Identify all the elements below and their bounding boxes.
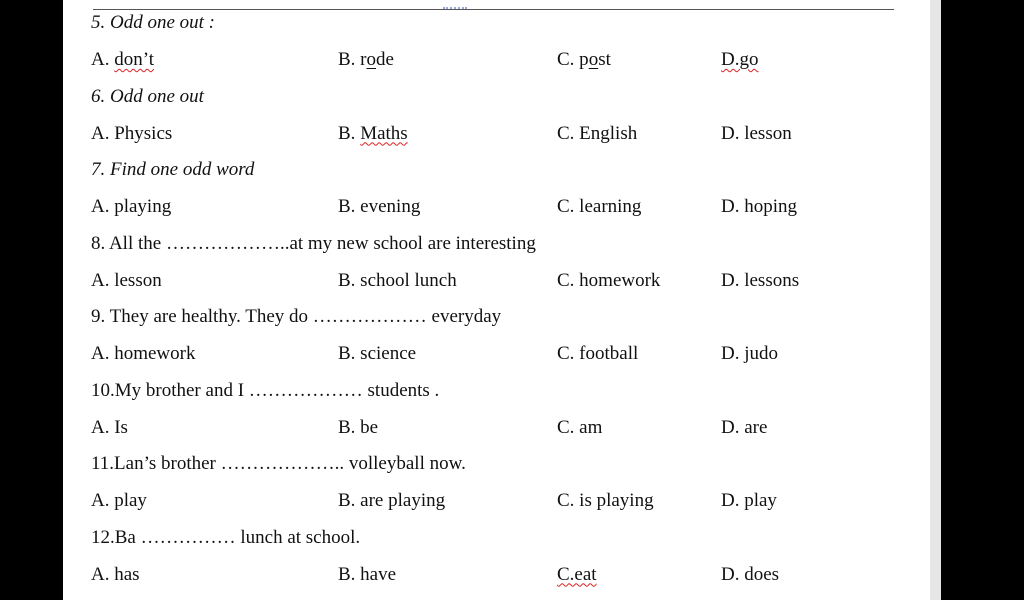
question-text: 10.My brother and I ……………… students . xyxy=(91,379,440,401)
question-line xyxy=(91,306,930,330)
question-text: 7. Find one odd word xyxy=(91,159,255,180)
answer-option: B. are playing xyxy=(338,490,446,511)
document-page xyxy=(63,0,930,600)
question-text: 9. They are healthy. They do ……………… everyday xyxy=(91,306,502,327)
options-row xyxy=(91,343,930,367)
answer-option: B. science xyxy=(338,343,417,364)
answer-option: C. is playing xyxy=(557,490,654,511)
question-line xyxy=(91,380,930,404)
marked-text: don’t xyxy=(114,49,154,70)
question-text: 6. Odd one out xyxy=(91,85,204,107)
answer-option: B. be xyxy=(338,416,379,438)
answer-option: A. lesson xyxy=(91,269,162,291)
answer-option: A. homework xyxy=(91,343,196,364)
question-text: 5. Odd one out : xyxy=(91,12,216,33)
answer-option: D. play xyxy=(721,490,777,511)
options-row xyxy=(91,196,930,220)
answer-option: C. post xyxy=(557,49,611,70)
answer-option: D. judo xyxy=(721,343,778,364)
answer-option: B. rode xyxy=(338,49,394,70)
answer-option: B. school lunch xyxy=(338,269,457,291)
header-marker xyxy=(443,1,467,9)
answer-option: A. Is xyxy=(91,416,128,438)
answer-option: B. evening xyxy=(338,196,421,217)
options-row xyxy=(91,49,930,73)
vertical-scrollbar[interactable] xyxy=(930,0,941,600)
answer-option: A. don’t xyxy=(91,49,154,70)
question-text: 12.Ba …………… lunch at school. xyxy=(91,526,361,548)
question-line xyxy=(91,233,930,257)
question-text: 11.Lan’s brother ……………….. volleyball now. xyxy=(91,453,466,474)
answer-option: B. have xyxy=(338,563,397,585)
answer-option xyxy=(557,564,597,586)
answer-option: A. playing xyxy=(91,196,172,217)
question-line xyxy=(91,159,930,183)
answer-option: C. learning xyxy=(557,196,642,217)
answer-option: C. football xyxy=(557,343,639,364)
answer-option: D. does xyxy=(721,563,780,585)
question-line xyxy=(91,527,930,551)
answer-option: D. lessons xyxy=(721,269,800,291)
answer-option: C. English xyxy=(557,122,638,144)
answer-option: A. play xyxy=(91,490,147,511)
answer-option: C. am xyxy=(557,416,603,438)
question-line xyxy=(91,86,930,110)
marked-text: o xyxy=(588,49,599,70)
answer-option: B. Maths xyxy=(338,122,408,144)
answer-option: D. lesson xyxy=(721,122,792,144)
options-row xyxy=(91,123,930,147)
question-text: 8. All the ………………..at my new school are interesting xyxy=(91,232,536,254)
marked-text: C.eat xyxy=(557,563,597,585)
options-row xyxy=(91,417,930,441)
answer-option: D. are xyxy=(721,416,768,438)
answer-option: A. has xyxy=(91,563,140,585)
question-line xyxy=(91,12,930,36)
marked-text: D.go xyxy=(721,49,759,70)
answer-option: C. homework xyxy=(557,269,661,291)
question-line xyxy=(91,453,930,477)
options-row xyxy=(91,490,930,514)
header-rule xyxy=(93,9,894,10)
answer-option: A. Physics xyxy=(91,122,173,144)
marked-text: Maths xyxy=(360,122,408,144)
marked-text: o xyxy=(366,49,376,70)
options-row xyxy=(91,270,930,294)
answer-option xyxy=(721,49,758,71)
answer-option: D. hoping xyxy=(721,196,797,217)
options-row xyxy=(91,564,930,588)
